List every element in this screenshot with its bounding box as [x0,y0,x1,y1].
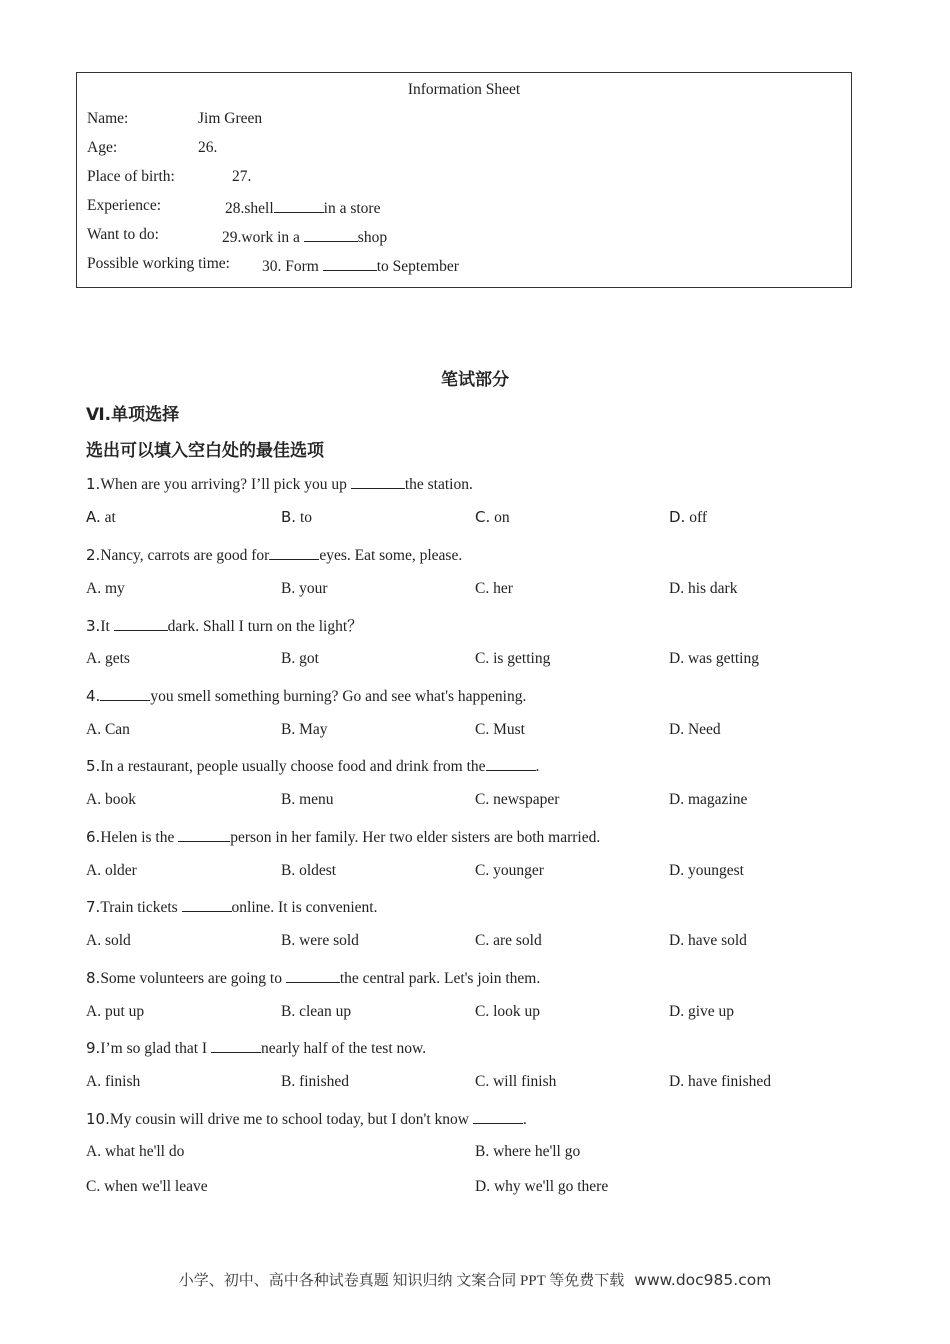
option-2-d[interactable] [669,580,737,598]
option-4-b[interactable] [281,721,328,739]
option-text: menu [295,791,334,808]
option-letter: C. [475,650,490,667]
info-value: Jim Green [198,110,263,127]
option-text: sold [101,932,131,949]
info-value-before: 30. Form [262,258,323,275]
option-text: finished [295,1073,350,1090]
info-label: Age: [87,139,118,156]
question-number: 8. [86,969,101,987]
option-letter: B. [281,721,296,738]
option-5-a[interactable] [86,791,136,809]
info-label: Want to do: [87,226,159,243]
option-1-a[interactable] [86,508,116,527]
option-letter: A. [86,580,102,597]
option-letter: A. [86,932,102,949]
option-text: youngest [684,862,744,879]
option-3-c[interactable] [475,650,550,668]
info-label: Name: [87,110,129,127]
question-text-after: the central park. Let's join them. [339,970,541,987]
option-6-b[interactable] [281,862,336,880]
option-text: May [295,721,328,738]
option-letter: A. [86,721,102,738]
question-6 [86,826,600,847]
option-letter: C. [86,1178,101,1195]
info-label: Place of birth: [87,168,175,185]
question-10 [86,1108,527,1129]
option-text: her [489,580,513,597]
option-text: are sold [489,932,542,949]
option-letter: C. [475,580,490,597]
option-letter: D. [669,791,685,808]
option-letter: A. [86,650,102,667]
question-number: 3. [86,617,101,635]
option-9-d[interactable] [669,1073,771,1091]
answer-blank [473,1108,523,1124]
option-letter: D. [669,508,686,526]
option-letter: D. [669,580,685,597]
option-1-d[interactable] [669,508,707,527]
option-text: at [100,509,116,526]
question-text-after: eyes. Eat some, please. [319,547,463,564]
option-text: give up [684,1003,735,1020]
option-letter: D. [669,721,685,738]
option-text: Can [101,721,130,738]
question-number: 2. [86,546,101,564]
info-value-after: in a store [323,200,381,217]
question-text-before: My cousin will drive me to school today, but I don't know [109,1111,473,1128]
option-2-b[interactable] [281,580,328,598]
answer-blank [100,685,150,701]
option-letter: B. [475,1143,490,1160]
option-text: when we'll leave [100,1178,208,1195]
option-1-b[interactable] [281,508,312,527]
option-text: older [101,862,137,879]
info-label: Experience: [87,197,162,214]
option-letter: B. [281,508,297,526]
info-sheet-title: Information Sheet [407,81,521,98]
option-text: magazine [684,791,748,808]
page-footer [0,1269,950,1290]
info-value-before: 29.work in a [222,229,304,246]
footer-text: 小学、初中、高中各种试卷真题 知识归纳 文案合同 PPT 等免费下载 [178,1273,625,1289]
option-letter: D. [669,1003,685,1020]
answer-blank [304,226,358,242]
question-3 [86,614,363,636]
option-letter: C. [475,508,491,526]
option-2-a[interactable] [86,580,125,598]
option-8-c[interactable] [475,1003,540,1021]
option-text: was getting [684,650,759,667]
option-letter: A. [86,1143,102,1160]
option-5-d[interactable] [669,791,747,809]
section-title: 笔试部分 [441,370,509,390]
answer-blank [178,826,230,842]
question-text-before: In a restaurant, people usually choose food and drink from the [100,758,486,775]
option-letter: B. [281,650,296,667]
option-text: why we'll go there [490,1178,609,1195]
option-letter: B. [281,1073,296,1090]
option-letter: A. [86,1003,102,1020]
option-2-c[interactable] [475,580,513,598]
footer-url[interactable]: www.doc985.com [634,1271,772,1289]
option-8-d[interactable] [669,1003,734,1021]
option-7-b[interactable] [281,932,359,950]
info-value [262,255,459,276]
option-text: on [490,509,510,526]
answer-blank [182,896,232,912]
option-text: your [295,580,328,597]
information-sheet [76,72,852,288]
question-text-before: Nancy, carrots are good for [100,547,270,564]
option-4-a[interactable] [86,721,130,739]
question-text-after: person in her family. Her two elder sisters are both married. [230,829,601,846]
answer-blank [323,255,377,271]
info-value [222,226,387,247]
option-3-a[interactable] [86,650,130,668]
question-number: 1. [86,475,101,493]
option-text: have finished [684,1073,772,1090]
question-text-after: you smell something burning? Go and see what's happening. [150,688,527,705]
question-text-after: nearly half of the test now. [260,1040,427,1057]
option-text: newspaper [489,791,560,808]
option-letter: C. [475,791,490,808]
option-text: where he'll go [489,1143,581,1160]
option-8-b[interactable] [281,1003,351,1021]
answer-blank [274,197,324,213]
answer-blank [286,967,340,983]
option-text: to [296,509,312,526]
option-text: put up [101,1003,145,1020]
answer-blank [269,544,319,560]
option-letter: B. [281,862,296,879]
option-text: younger [489,862,544,879]
question-number: 5. [86,757,101,775]
question-number: 10. [86,1110,110,1128]
option-10-c[interactable] [86,1178,208,1196]
option-text: will finish [489,1073,557,1090]
info-label: Possible working time: [87,255,230,272]
option-letter: A. [86,791,102,808]
option-9-a[interactable] [86,1073,140,1091]
info-value-after: to September [376,258,459,275]
part-instruction: 选出可以填入空白处的最佳选项 [86,441,324,461]
option-text: book [101,791,136,808]
option-letter: C. [475,1073,490,1090]
option-letter: A. [86,1073,102,1090]
option-3-d[interactable] [669,650,759,668]
answer-blank [114,615,168,631]
option-letter: D. [475,1178,491,1195]
option-letter: B. [281,932,296,949]
option-letter: B. [281,580,296,597]
question-text-before: I’m so glad that I [100,1040,211,1057]
answer-blank [211,1037,261,1053]
question-number: 4. [86,687,101,705]
question-text-after: . [535,758,540,775]
option-text: look up [489,1003,541,1020]
question-text-before: Some volunteers are going to [100,970,286,987]
question-5 [86,755,539,776]
question-4 [86,685,526,706]
option-text: gets [101,650,130,667]
question-2 [86,544,462,565]
question-text-before: Helen is the [100,829,179,846]
option-letter: C. [475,721,490,738]
option-text: clean up [295,1003,352,1020]
option-text: Must [489,721,525,738]
question-text-after: . [522,1111,527,1128]
option-letter: C. [475,932,490,949]
question-text-after: the station. [404,476,473,493]
info-value-before: 28.shell [225,200,274,217]
option-3-b[interactable] [281,650,319,668]
option-letter: D. [669,650,685,667]
option-letter: C. [475,1003,490,1020]
option-10-a[interactable] [86,1143,184,1161]
option-letter: B. [281,791,296,808]
option-1-c[interactable] [475,508,510,527]
option-9-b[interactable] [281,1073,349,1091]
part-heading: Ⅵ.单项选择 [86,405,180,425]
option-text: oldest [295,862,337,879]
option-letter: B. [281,1003,296,1020]
info-value [225,197,380,218]
option-9-c[interactable] [475,1073,556,1091]
option-text: off [685,509,707,526]
option-6-d[interactable] [669,862,744,880]
option-7-c[interactable] [475,932,542,950]
option-10-b[interactable] [475,1143,580,1161]
info-value: 27. [232,168,252,185]
option-7-d[interactable] [669,932,747,950]
option-4-d[interactable] [669,721,721,739]
question-text-before: It [100,618,114,635]
option-7-a[interactable] [86,932,131,950]
option-text: what he'll do [101,1143,185,1160]
answer-blank [486,755,536,771]
option-text: his dark [684,580,738,597]
question-number: 6. [86,828,101,846]
option-4-c[interactable] [475,721,525,739]
option-letter: D. [669,862,685,879]
option-5-b[interactable] [281,791,334,809]
answer-blank [351,473,405,489]
option-6-a[interactable] [86,862,137,880]
question-8 [86,967,540,988]
info-value: 26. [198,139,218,156]
option-10-d[interactable] [475,1178,608,1196]
option-5-c[interactable] [475,791,559,809]
option-text: is getting [489,650,551,667]
option-text: my [101,580,125,597]
option-text: were sold [295,932,359,949]
question-text-before: Train tickets [100,899,182,916]
question-1 [86,473,473,494]
option-letter: A. [86,508,101,526]
option-6-c[interactable] [475,862,544,880]
option-text: finish [101,1073,141,1090]
option-letter: C. [475,862,490,879]
question-text-before: When are you arriving? I’ll pick you up [100,476,351,493]
question-text-after: online. It is convenient. [231,899,378,916]
option-letter: D. [669,1073,685,1090]
option-text: have sold [684,932,747,949]
question-7 [86,896,377,917]
option-letter: A. [86,862,102,879]
option-8-a[interactable] [86,1003,144,1021]
option-text: Need [684,721,721,738]
question-9 [86,1037,426,1058]
option-letter: D. [669,932,685,949]
question-number: 7. [86,898,101,916]
info-value-after: shop [357,229,388,246]
question-number: 9. [86,1039,101,1057]
question-text-after: dark. Shall I turn on the light？ [167,618,363,635]
option-text: got [295,650,319,667]
